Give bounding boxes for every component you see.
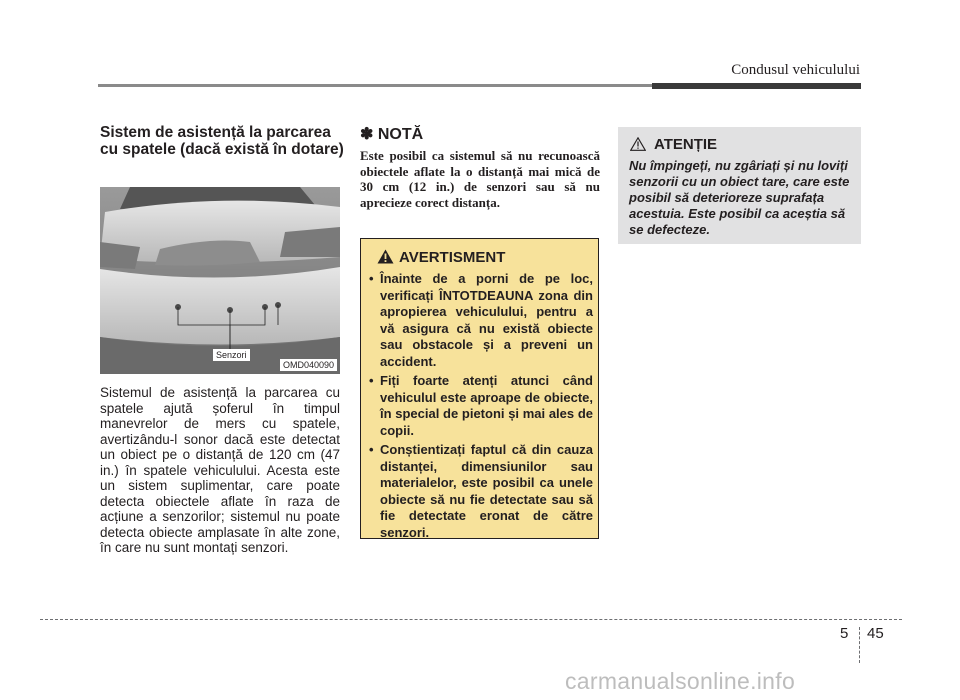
- warning-item: [369, 271, 593, 370]
- section-heading: Sistem de asistență la parcarea cu spatele (dacă există în dotare): [100, 124, 344, 158]
- warning-triangle-icon: [377, 249, 394, 264]
- running-header: Condusul vehiculului: [731, 62, 860, 78]
- caution-text: Nu împingeți, nu zgâriați și nu loviți senzorii cu un obiect tare, care este posibil să deterioreze suprafața acestuia. Este posibil ca aceștia să se defecteze.: [629, 158, 850, 237]
- watermark: carmanualsonline.info: [565, 668, 796, 694]
- chapter-number: 5: [840, 625, 849, 642]
- rear-bumper-photo: [100, 187, 340, 374]
- bullet-icon: •: [369, 442, 374, 457]
- warning-item-text: Înainte de a porni de pe loc, verificați ÎNTOTDEAUNA zona din apropierea vehiculului, pentru a vă asigura că nu există obiecte sau obstacole și a preveni un accident.: [380, 271, 593, 369]
- footer-rule: [40, 619, 902, 620]
- header-rule-accent: [652, 83, 861, 89]
- warning-title: AVERTISMENT: [399, 249, 506, 266]
- body-paragraph: Sistemul de asistență la parcarea cu spatele ajută șoferul în timpul manevrelor de mers cu spatele, avertizându-l sonor dacă este detectat un obiect pe o distanță de 120 cm (47 in.) în spatele vehiculului. Acesta este un sistem suplimentar, care poate detecta obiectele aflate în raza de acțiune a senzorilor; sistemul nu poate detecta obiecte amplasate în alte zone, în care nu sunt montați senzori.: [100, 385, 340, 555]
- warning-item: [369, 373, 593, 439]
- note-text: Este posibil ca sistemul să nu recunoască obiectele aflate la o distanță mai mică de 30 cm (12 in.) de senzori sau să nu aprecieze corect distanța.: [360, 148, 600, 210]
- bullet-icon: •: [369, 373, 374, 388]
- note-title: ✽ NOTĂ: [360, 126, 424, 143]
- page-number: 45: [867, 625, 884, 642]
- caution-heading: [630, 136, 717, 153]
- figure-code: OMD040090: [280, 359, 337, 371]
- warning-item-text: Fiți foarte atenți atunci când vehiculul este aproape de obiecte, în special de pietoni și mai ales de copii.: [380, 373, 593, 438]
- sensor-callout-label: Senzori: [213, 349, 250, 361]
- bullet-icon: •: [369, 271, 374, 286]
- warning-item: [369, 442, 593, 541]
- warning-item-text: Conștientizați faptul că din cauza distanței, dimensiunilor sau materialelor, este posibil ca unele obiecte să nu fie detectate sau să fie detectate eronat de către senzori.: [380, 442, 593, 540]
- warning-heading: [377, 249, 505, 266]
- warning-list: [369, 271, 593, 544]
- warning-box: [360, 238, 599, 539]
- caution-box: [618, 127, 861, 244]
- caution-triangle-icon: [630, 137, 646, 151]
- car-rear-illustration: [100, 187, 340, 374]
- caution-title: ATENȚIE: [654, 136, 718, 153]
- page-number-divider: [859, 627, 860, 663]
